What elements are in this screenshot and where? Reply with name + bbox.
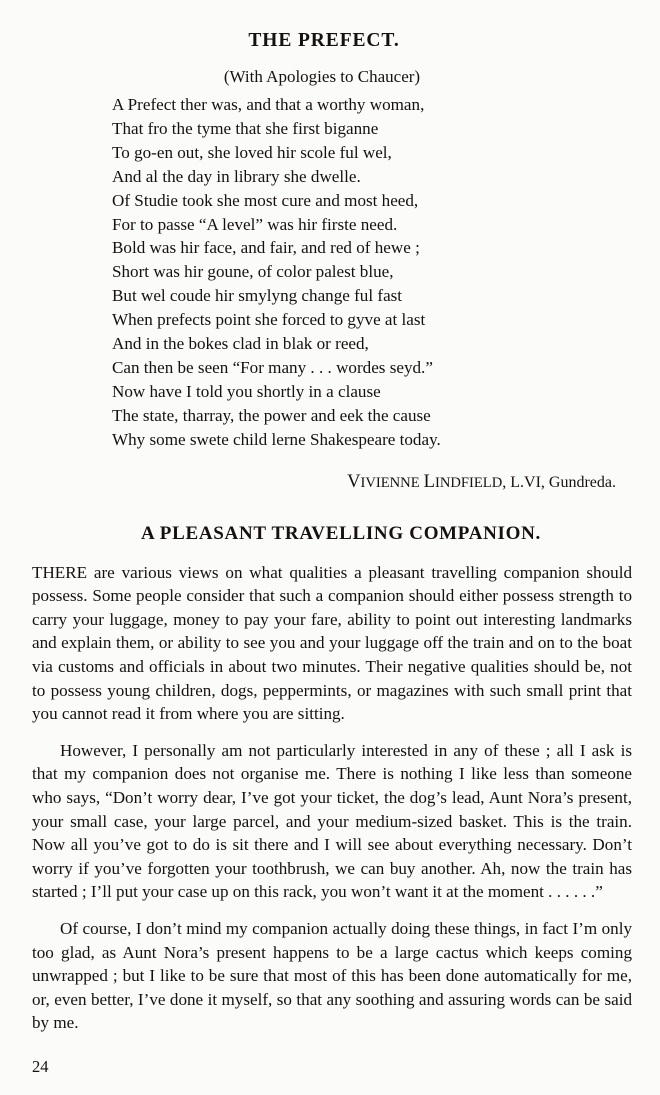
poem-line: To go-en out, she loved hir scole ful wel,	[112, 142, 392, 162]
article-paragraph: THERE are various views on what qualities a pleasant travelling companion should possess. Some people consider that such a companion should either possess strength to carry your luggage, money to pay your fare, ability to point out interesting landmarks and explain them, or ability to see you and your luggage off the train and on to the boat via customs and officials in about two minutes. Their negative qualities should be, not to possess young children, dogs, peppermints, or magazines with such small print that you cannot read it from where you are sitting.	[32, 562, 632, 724]
poem-line: The state, tharray, the power and eek the cause	[112, 405, 431, 425]
poem-section	[0, 0, 660, 493]
byline-last-initial: L	[423, 471, 435, 492]
poem-line: And al the day in library she dwelle.	[112, 166, 361, 186]
poem-line: For to passe “A level” was hir firste need.	[112, 214, 398, 234]
byline-first-initial: V	[347, 471, 361, 492]
poem-line: Why some swete child lerne Shakespeare today.	[112, 429, 441, 449]
poem-line: Of Studie took she most cure and most heed,	[112, 190, 419, 210]
page-number: 24	[32, 1057, 49, 1076]
article-paragraph: However, I personally am not particularly interested in any of these ; all I ask is that my companion does not organise me. There is nothing I like less than someone who says, “Don’t worry dear, I’ve got your ticket, the dog’s lead, Aunt Nora’s present, your small case, your large parcel, and your medium-sized basket. This is the train. Now all you’ve got to do is sit there and I will see about everything necessary. Don’t worry if you’ve forgotten your toothbrush, we can buy another. Ah, now the train has started ; I’ll put your case up on this rack, you won’t want it at the moment . . . . . .”	[32, 740, 632, 902]
poem-line: But wel coude hir smylyng change ful fast	[112, 286, 403, 306]
poem-subtitle: (With Apologies to Chaucer)	[223, 67, 421, 86]
article-body	[0, 561, 660, 1035]
article-paragraph: Of course, I don’t mind my companion actually doing these things, in fact I’m only too glad, as Aunt Nora’s present happens to be a large cactus which keeps coming unwrapped ; but I like to be sure that most of this has been done automatically for me, or, even better, I’ve done it myself, so that any soothing and assuring words can be said by me.	[32, 918, 632, 1033]
article-title: A PLEASANT TRAVELLING COMPANION.	[140, 522, 541, 544]
poem-line: That fro the tyme that she first biganne	[112, 118, 379, 138]
poem-line: Short was hir goune, of color palest blue,	[112, 262, 394, 282]
byline-suffix: , L.VI, Gundreda.	[502, 473, 616, 491]
poem-line: A Prefect ther was, and that a worthy woman,	[112, 95, 425, 114]
article-section	[0, 523, 660, 1035]
poem-title: THE PREFECT.	[248, 30, 400, 51]
poem-line: Bold was hir face, and fair, and red of hewe ;	[112, 238, 420, 258]
poem-byline	[0, 472, 616, 493]
poem-body	[0, 93, 660, 452]
byline-last-rest: INDFIELD	[434, 474, 503, 491]
poem-line: When prefects point she forced to gyve at last	[112, 310, 426, 330]
poem-line: And in the bokes clad in blak or reed,	[112, 334, 369, 354]
poem-line: Can then be seen “For many . . . wordes seyd.”	[112, 357, 433, 377]
poem-line: Now have I told you shortly in a clause	[112, 381, 381, 401]
byline-first-rest: IVIENNE	[360, 474, 420, 491]
